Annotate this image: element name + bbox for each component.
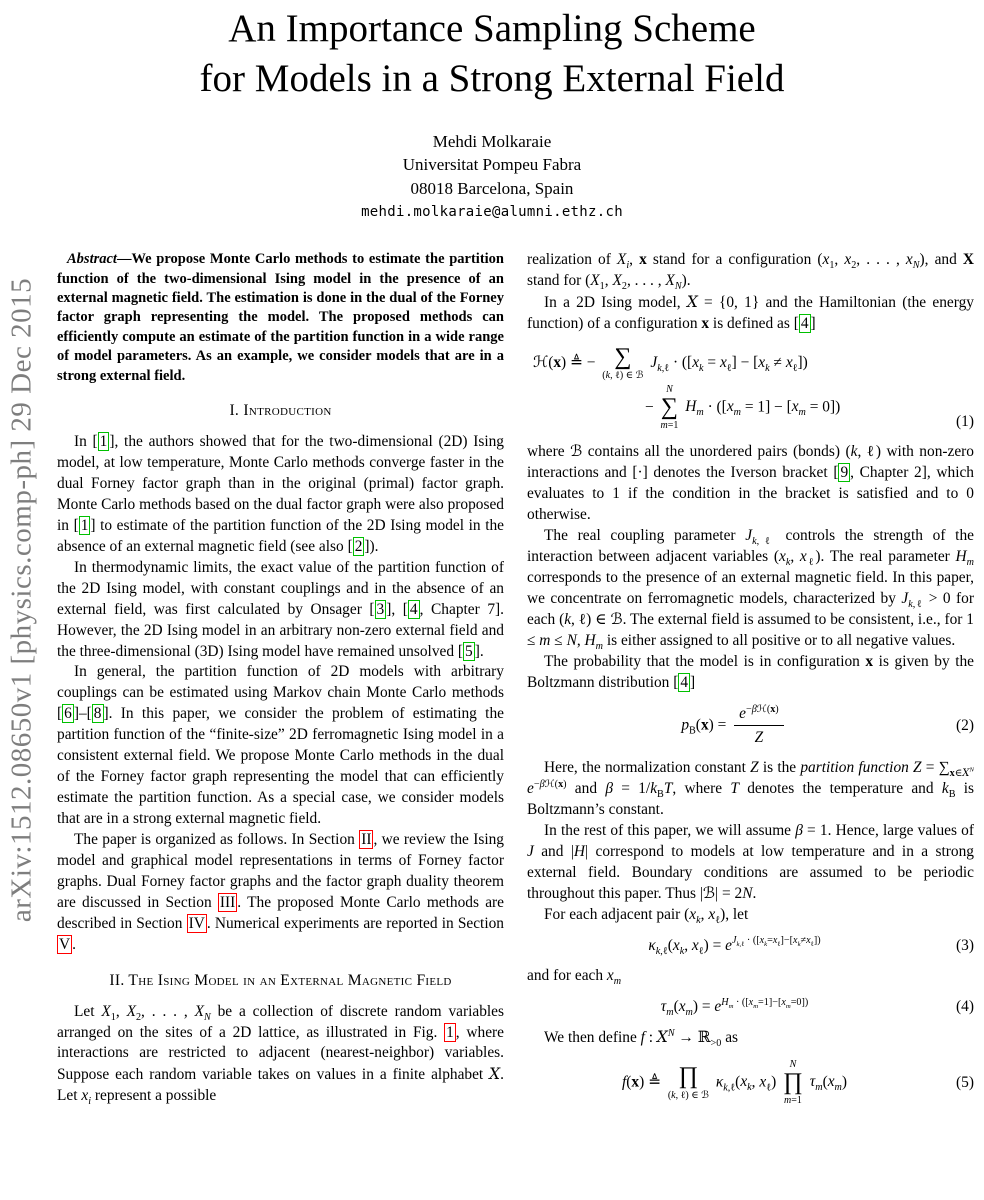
paper-header <box>0 0 984 220</box>
equation-3-body: $\kappa_{k,\ell}(x_k$, $x_\ell) = e^{J_{k,\ell} \cdot ([x_k=x_\ell]-[x_k\ne x_\ell])}$ <box>648 935 821 957</box>
citation-link[interactable]: 4 <box>800 314 809 332</box>
equation-5 <box>527 1059 974 1107</box>
paragraph: In a 2D Ising model, X = {0, 1} and the Hamiltonian (the energy function) of a configuration x is defined as [ 4 ] <box>527 293 974 332</box>
equation-number: (2) <box>956 716 974 734</box>
internal-ref-link[interactable]: 1 <box>446 1023 454 1041</box>
paper-title-line-2: for Models in a Strong External Field <box>199 56 785 100</box>
section-heading-introduction: I. Introduction <box>229 402 332 420</box>
paragraph: The real coupling parameter $J_{k,\ell}$ controls the strength of the interaction between adjacent variables ($x_k$, $x_\ell$). The real parameter $H_m$ corresponds to the presence of an external magnetic field. In this paper, we concentrate on ferromagnetic models, characterized by $J_{k,\ell} > 0$ for each (k, ℓ) ∈ ℬ. The external field is assumed to be consistent, i.e., for 1 ≤ m ≤ N, $H_m$ is either assigned to all positive or to all negative values. <box>527 527 974 652</box>
equation-4 <box>527 997 974 1016</box>
citation-link[interactable]: 8 <box>93 705 102 723</box>
abstract-paragraph: Abstract—We propose Monte Carlo methods to estimate the partition function of the two-dimensional Ising model in the presence of an external magnetic field. The estimation is done in the dual of the Forney factor graph representing the model. The proposed methods can efficiently compute an estimate of the partition function in a wide range of model parameters. As an example, we consider models that are in a strong external field. <box>57 251 504 384</box>
section-heading-ising-model: II. The Ising Model in an External Magnetic Field <box>109 971 452 989</box>
arxiv-watermark: arXiv:1512.08650v1 [physics.comp-ph] 29 Dec 2015 <box>5 277 38 923</box>
citation-link[interactable]: 5 <box>465 642 473 660</box>
paragraph: In thermodynamic limits, the exact value of the partition function of the 2D Ising model, with constant couplings and in the absence of an external field, was first calculated by Onsager [ 3 ], [ 4 , Chapter 7]. However, the 2D Ising model in an arbitrary non-zero external field and the three-dimensional (3D) Ising model have remained unsolved [ 5 ]. <box>57 558 504 660</box>
author-name: Mehdi Molkaraie <box>432 131 552 151</box>
citation-link[interactable]: 2 <box>354 537 363 555</box>
equation-1 <box>527 345 974 431</box>
citation-link[interactable]: 1 <box>80 516 89 534</box>
right-column <box>527 250 974 1200</box>
paragraph: In general, the partition function of 2D models with arbitrary couplings can be estimated using Markov chain Monte Carlo methods [ 6 ]–[ 8 ]. In this paper, we consider the problem of estimating the partition function of the “finite-size” 2D ferromagnetic Ising model in a consistent external field. We propose Monte Carlo methods in the dual of the Forney factor graph representing the model that can efficiently estimate the partition function. As a special case, we consider models that are in a strong external magnetic field. <box>57 663 504 827</box>
internal-ref-link[interactable]: V <box>59 935 71 953</box>
left-column <box>57 250 504 1200</box>
citation-link[interactable]: 4 <box>680 673 689 691</box>
internal-ref-link[interactable]: II <box>361 830 372 848</box>
paragraph: The probability that the model is in configuration x is given by the Boltzmann distribution [ 4 ] <box>527 652 974 691</box>
paragraph: For each adjacent pair ($x_k$, $x_\ell$), let <box>544 905 749 926</box>
citation-link[interactable]: 6 <box>64 705 72 723</box>
paragraph: Here, the normalization constant Z is the partition function $Z = \sum_{x\in X^N}$ $e^{-\beta ℋ(x)}$ and $\beta = 1/k_BT$, where T denotes the temperature and $k_B$ is Boltzmann’s constant. <box>527 759 974 818</box>
internal-ref-link[interactable]: III <box>219 893 236 911</box>
paragraph: The paper is organized as follows. In Section II , we review the Ising model and graphical model representations in terms of Forney factor graphs. Dual Forney factor graphs and the factor graph duality theorem are discussed in Section III . The proposed Monte Carlo methods are described in Section IV . Numerical experiments are reported in Section V . <box>57 830 504 953</box>
paragraph: We then define f : $X^N$ → ℝ$_{>0}$ as <box>544 1027 739 1050</box>
equation-5-body: f(x) ≜ ∏ (k, ℓ) ∈ ℬ $\kappa_{k,\ell}(x_k$, $x_\ell$) N ∏ m=1 $\tau_m(x_m)$ <box>621 1058 848 1107</box>
author-email-link[interactable]: mehdi.molkaraie@alumni.ethz.ch <box>361 204 623 221</box>
author-block <box>0 130 984 220</box>
equation-number: (1) <box>956 413 974 431</box>
paragraph: and for each $x_m$ <box>527 966 622 987</box>
citation-link[interactable]: 9 <box>840 464 849 482</box>
paragraph: where ℬ contains all the unordered pairs (bonds) (k, ℓ) with non-zero interactions and [·] denotes the Iverson bracket [ 9 , Chapter 2], which evaluates to 1 if the condition in the bracket is satisfied and to 0 otherwise. <box>527 443 974 524</box>
paragraph: realization of $X_i$, x stand for a configuration ($x_1$, $x_2$, . . . , $x_N$), and X stand for ($X_1$, $X_2$, . . . , $X_N$). <box>527 251 974 293</box>
equation-number: (5) <box>956 1074 974 1092</box>
internal-ref-link[interactable]: IV <box>188 914 205 932</box>
equation-2-body: $p_B(x)$ = $\frac{e^{-\beta ℋ(x)}}{Z}$ <box>527 704 942 748</box>
citation-link[interactable]: 4 <box>409 600 418 618</box>
paragraph: In the rest of this paper, we will assume β = 1. Hence, large values of J and |H| correspond to models at low temperature and in a strong external field. Boundary conditions are assumed to be periodic throughout this paper. Thus |ℬ| = 2N. <box>527 821 974 902</box>
paper-title-line-1: An Importance Sampling Scheme <box>228 7 756 50</box>
affiliation-university: Universitat Pompeu Fabra <box>402 155 582 175</box>
equation-1-body <box>527 345 942 431</box>
equation-1-line-1: ℋ(x) ≜ − ∑ (k, ℓ) ∈ ℬ $J_{k,\ell} \cdot ([x_k = x_\ell] - [x_k \ne x_\ell])$ <box>533 343 808 382</box>
citation-link[interactable]: 1 <box>99 433 108 451</box>
equation-3 <box>527 936 974 955</box>
equation-2 <box>527 704 974 748</box>
paragraph: Let $X_1$, $X_2$, . . . , $X_N$ be a collection of discrete random variables arranged on the sites of a 2D lattice, as illustrated in Fig. 1 , where interactions are restricted to adjacent (nearest-neighbor) variables. Suppose each random variable takes on values in a finite alphabet X. Let $x_i$ represent a possible <box>57 1002 504 1108</box>
equation-number: (4) <box>956 997 974 1015</box>
affiliation-address: 08018 Barcelona, Spain <box>410 178 574 198</box>
equation-1-line-2: − N ∑ m=1 $H_m \cdot ([x_m = 1] - [x_m = 0])$ <box>645 383 841 431</box>
paper-title <box>0 4 984 104</box>
equation-number: (3) <box>956 936 974 954</box>
paragraph: In [ 1 ], the authors showed that for the two-dimensional (2D) Ising model, at low temperature, Monte Carlo methods converge faster in the dual Forney factor graph than in the original (primal) factor graph. Monte Carlo methods based on the dual factor graph were also proposed in [ 1 ] to estimate of the partition function of the 2D Ising model in the absence of an external magnetic field (see also [ 2 ]). <box>57 433 504 555</box>
equation-4-body: $\tau_m(x_m) = e^{H_m \cdot ([x_m=1]-[x_m=0])}$ <box>660 996 809 1018</box>
two-column-body <box>0 250 984 1200</box>
citation-link[interactable]: 3 <box>376 600 385 618</box>
